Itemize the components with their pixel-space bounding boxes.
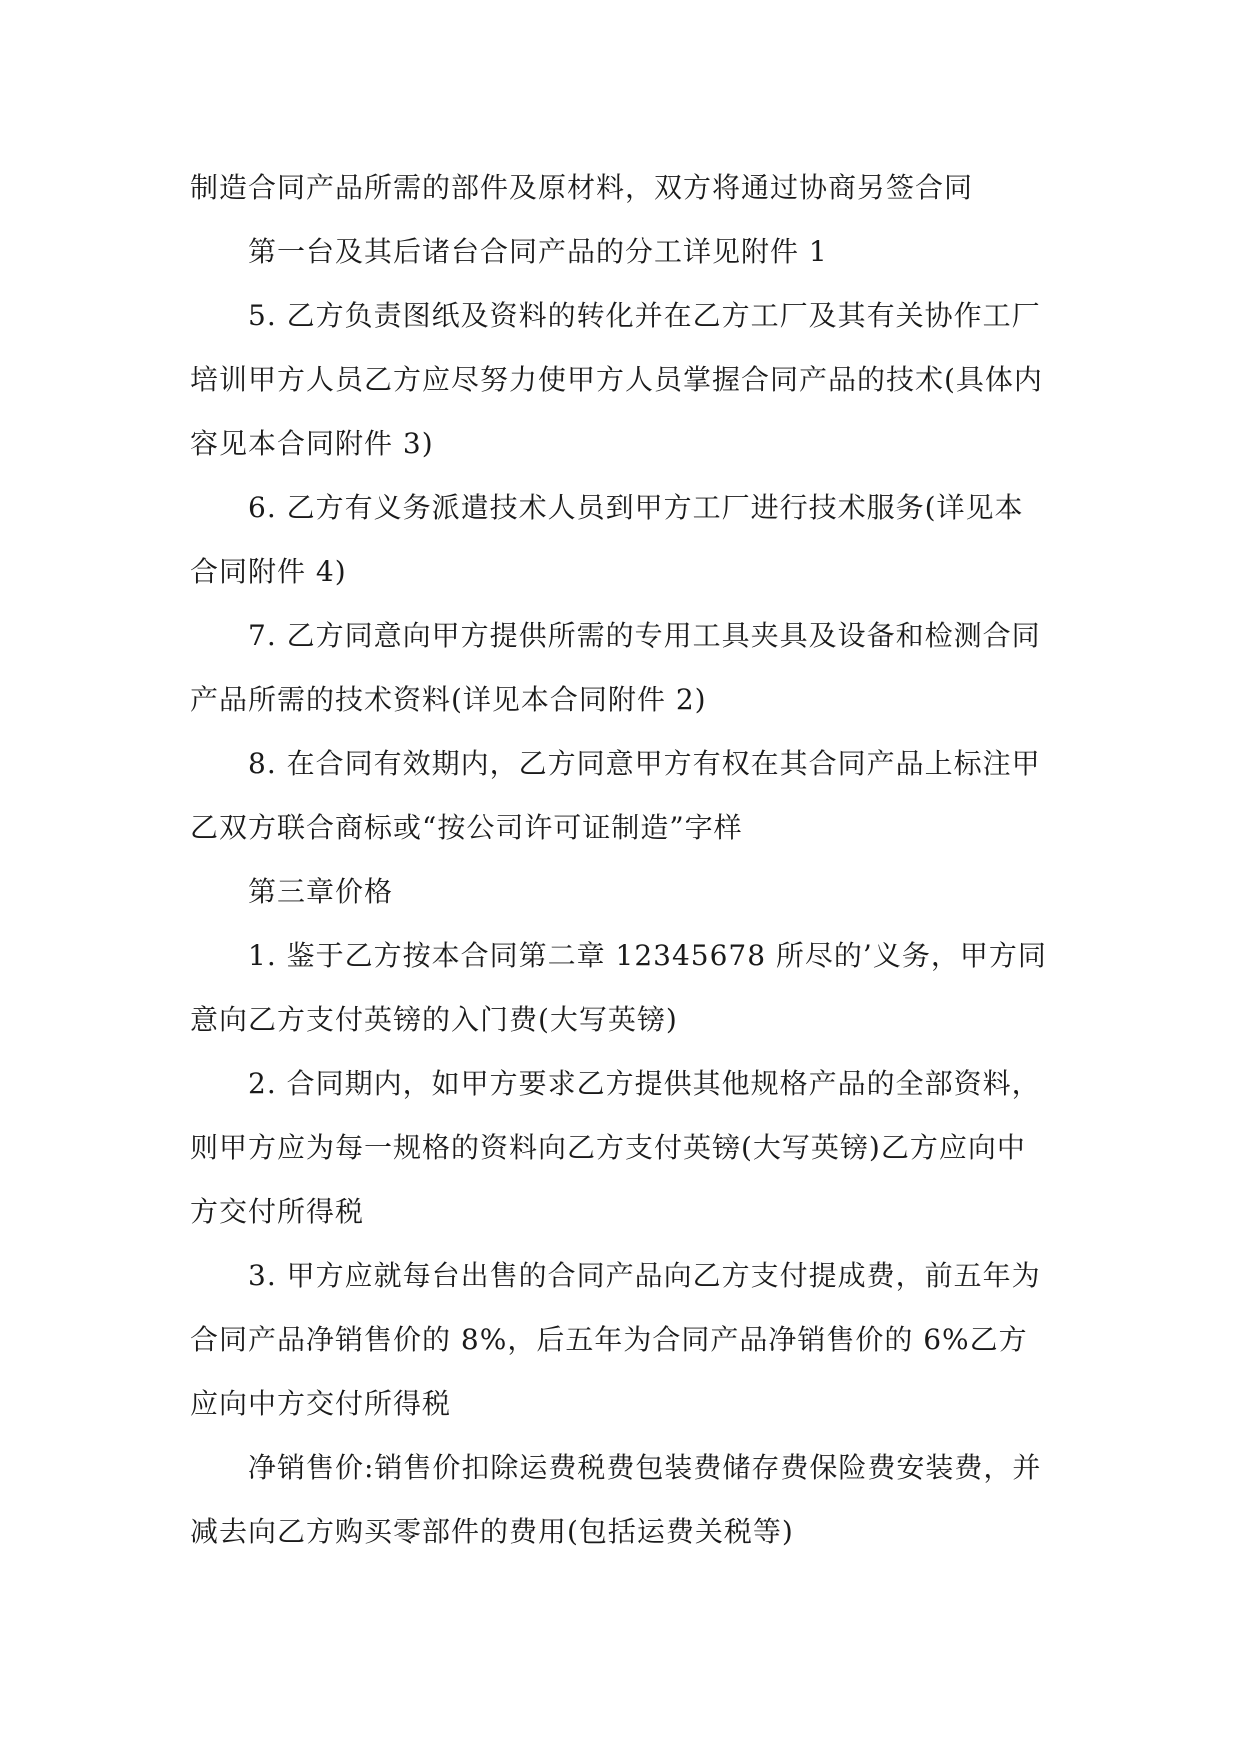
price-clause-3: 3. 甲方应就每台出售的合同产品向乙方支付提成费，前五年为合同产品净销售价的 8%，后五年为合同产品净销售价的 6%乙方应向中方交付所得税 [190, 1259, 1041, 1420]
clause-7: 7. 乙方同意向甲方提供所需的专用工具夹具及设备和检测合同产品所需的技术资料(详见本合同附件 2) [190, 619, 1041, 716]
clause-5: 5. 乙方负责图纸及资料的转化并在乙方工厂及其有关协作工厂培训甲方人员乙方应尽努力使甲方人员掌握合同产品的技术(具体内容见本合同附件 3) [190, 299, 1043, 460]
chapter-heading: 第三章价格 [248, 875, 394, 908]
clause-6: 6. 乙方有义务派遣技术人员到甲方工厂进行技术服务(详见本合同附件 4) [190, 491, 1024, 588]
document-body [190, 156, 1050, 1564]
paragraph-2: 第一台及其后诸台合同产品的分工详见附件 1 [248, 235, 828, 268]
clause-8: 8. 在合同有效期内，乙方同意甲方有权在其合同产品上标注甲乙双方联合商标或“按公司许可证制造”字样 [190, 747, 1041, 844]
net-sales-price-definition: 净销售价:销售价扣除运费税费包装费储存费保险费安装费，并减去向乙方购买零部件的费用(包括运费关税等) [190, 1451, 1042, 1548]
price-clause-2: 2. 合同期内，如甲方要求乙方提供其他规格产品的全部资料，则甲方应为每一规格的资料向乙方支付英镑(大写英镑)乙方应向中方交付所得税 [190, 1067, 1041, 1228]
paragraph-1: 制造合同产品所需的部件及原材料，双方将通过协商另签合同 [190, 171, 974, 204]
price-clause-1: 1. 鉴于乙方按本合同第二章 12345678 所尽的’义务，甲方同意向乙方支付英镑的入门费(大写英镑) [190, 939, 1047, 1036]
